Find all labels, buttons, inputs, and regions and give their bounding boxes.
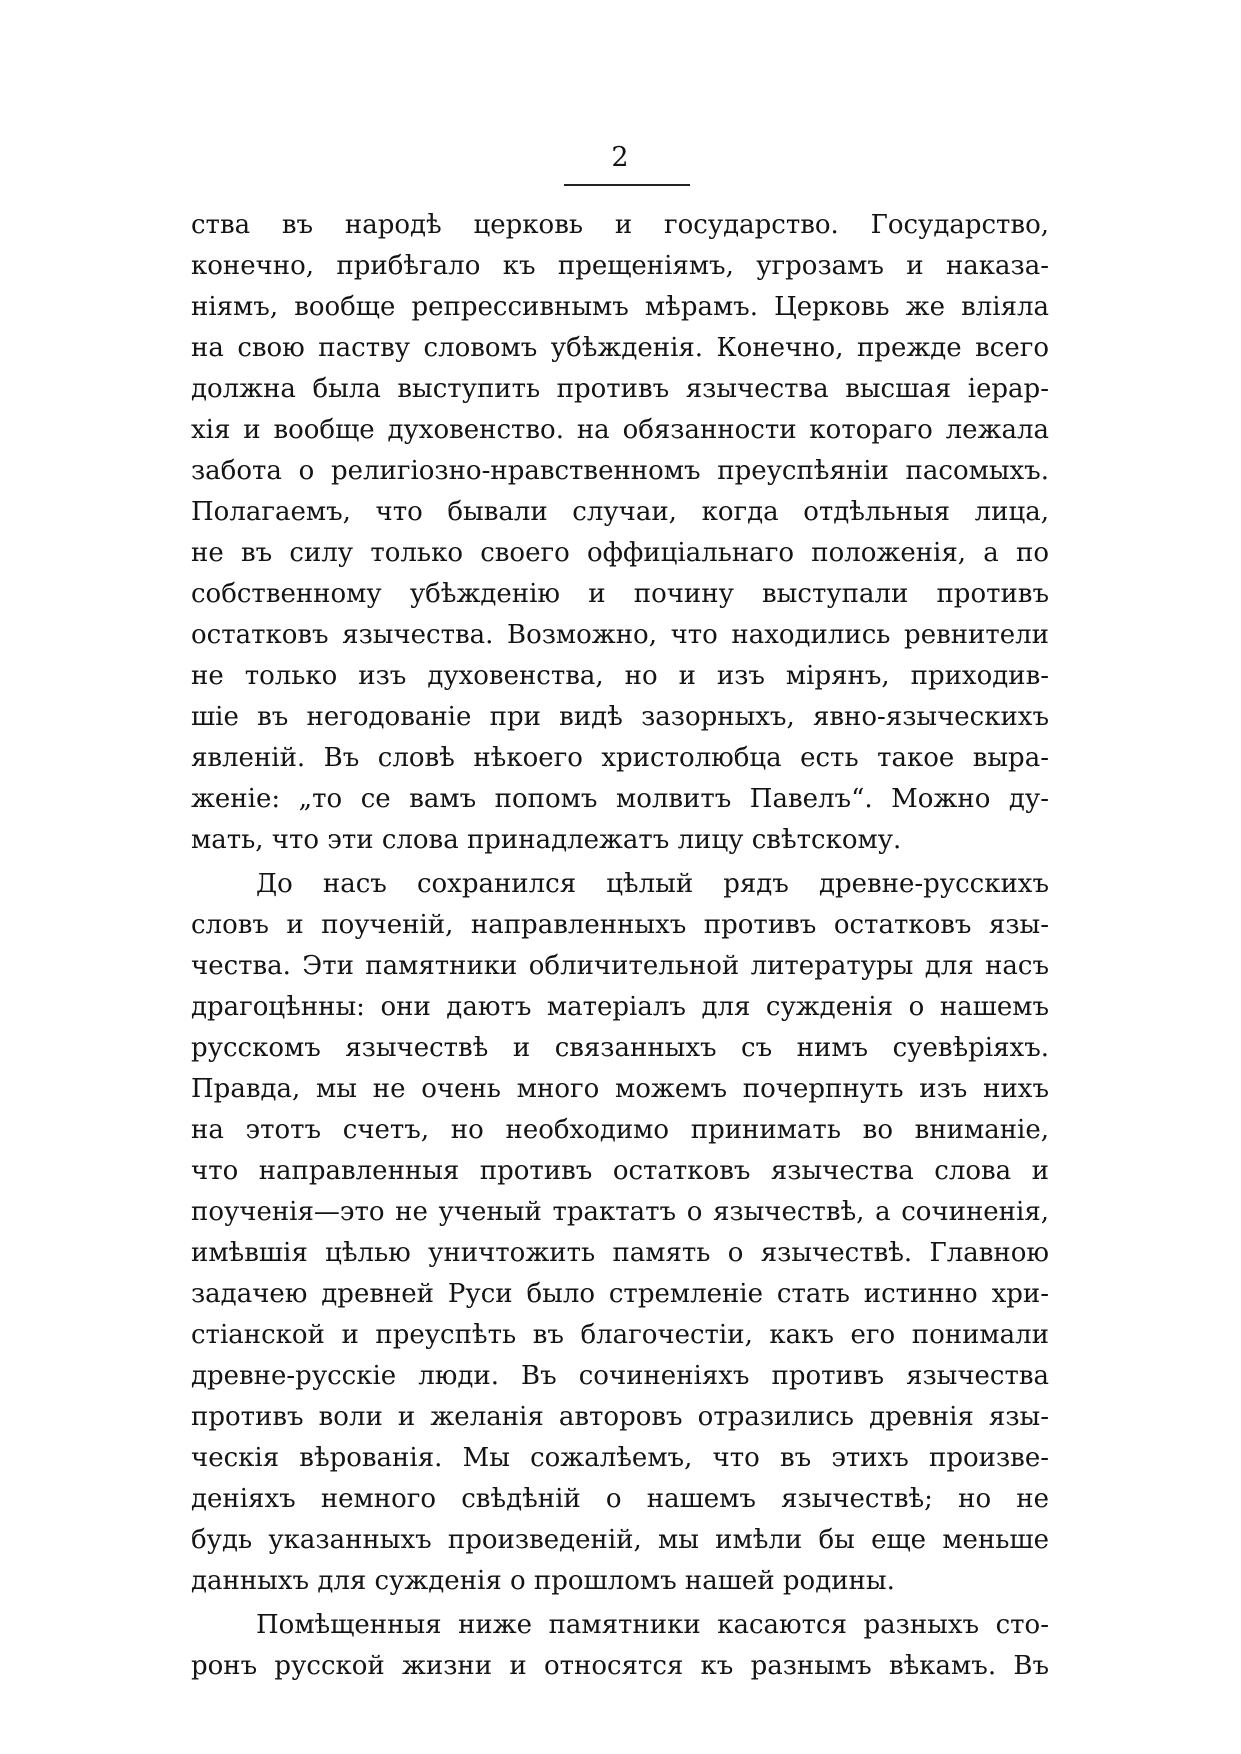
page-number: 2 — [611, 142, 630, 173]
text-line: на этотъ счетъ, но необходимо принимать во вниманіе, — [191, 1115, 1049, 1145]
text-line: собственному убѣжденію и почину выступали противъ — [191, 579, 1049, 609]
text-line: ческія вѣрованія. Мы сожалѣемъ, что въ этихъ произве- — [191, 1443, 1049, 1473]
text-line: Помѣщенныя ниже памятники касаются разныхъ сто- — [256, 1610, 1049, 1640]
text-line: ніямъ, вообще репрессивнымъ мѣрамъ. Церковь же вліяла — [191, 292, 1049, 322]
text-line: Правда, мы не очень много можемъ почерпнуть изъ нихъ — [191, 1074, 1049, 1104]
text-line: древне-русскіе люди. Въ сочиненіяхъ противъ язычества — [191, 1361, 1049, 1391]
text-line: конечно, прибѣгало къ прещеніямъ, угрозамъ и наказа- — [191, 251, 1049, 281]
text-line: шіе въ негодованіе при видѣ зазорныхъ, явно-языческихъ — [191, 702, 1049, 732]
text-line: словъ и поученій, направленныхъ противъ остатковъ язы- — [191, 910, 1049, 940]
text-line: остатковъ язычества. Возможно, что находились ревнители — [191, 620, 1049, 650]
text-line: хія и вообще духовенство. на обязанности котораго лежала — [191, 415, 1049, 445]
text-line: задачею древней Руси было стремленіе стать истинно хри- — [191, 1279, 1049, 1309]
text-line: ронъ русской жизни и относятся къ разнымъ вѣкамъ. Въ — [191, 1651, 1049, 1681]
body-text — [191, 205, 1049, 1687]
text-line: данныхъ для сужденія о прошломъ нашей родины. — [191, 1566, 895, 1596]
text-line: ства въ народѣ церковь и государство. Государство, — [191, 210, 1049, 240]
page-number-rule — [564, 184, 690, 186]
text-line: деніяхъ немного свѣдѣній о нашемъ язычествѣ; но не — [191, 1484, 1049, 1514]
paragraph — [191, 205, 1049, 861]
text-line: должна была выступить противъ язычества высшая іерар- — [191, 374, 1049, 404]
text-line: драгоцѣнны: они даютъ матеріалъ для сужденія о нашемъ — [191, 992, 1049, 1022]
text-line: на свою паству словомъ убѣжденія. Конечно, прежде всего — [191, 333, 1049, 363]
text-line: чества. Эти памятники обличительной литературы для насъ — [191, 951, 1049, 981]
text-line: До насъ сохранился цѣлый рядъ древне-русскихъ — [256, 869, 1049, 899]
text-line: Полагаемъ, что бывали случаи, когда отдѣльныя лица, — [191, 497, 1049, 527]
text-line: противъ воли и желанія авторовъ отразились древнія язы- — [191, 1402, 1049, 1432]
text-line: имѣвшія цѣлью уничтожить память о язычествѣ. Главною — [191, 1238, 1049, 1268]
text-line: мать, что эти слова принадлежатъ лицу свѣтскому. — [191, 825, 902, 855]
text-line: стіанской и преуспѣть въ благочестіи, какъ его понимали — [191, 1320, 1049, 1350]
text-line: забота о религіозно-нравственномъ преуспѣяніи пасомыхъ. — [191, 456, 1049, 486]
text-line: что направленныя противъ остатковъ язычества слова и — [191, 1156, 1049, 1186]
text-line: поученія—это не ученый трактатъ о язычествѣ, а сочиненія, — [191, 1197, 1049, 1227]
text-line: женіе: „то се вамъ попомъ молвитъ Павелъ“. Можно ду- — [191, 784, 1049, 814]
paragraph — [191, 864, 1049, 1602]
text-line: русскомъ язычествѣ и связанныхъ съ нимъ суевѣріяхъ. — [191, 1033, 1049, 1063]
text-line: будь указанныхъ произведеній, мы имѣли бы еще меньше — [191, 1525, 1049, 1555]
text-line: явленій. Въ словѣ нѣкоего христолюбца есть такое выра- — [191, 743, 1049, 773]
paragraph — [191, 1605, 1049, 1687]
text-line: не въ силу только своего оффиціальнаго положенія, а по — [191, 538, 1049, 568]
text-line: не только изъ духовенства, но и изъ мірянъ, приходив- — [191, 661, 1049, 691]
